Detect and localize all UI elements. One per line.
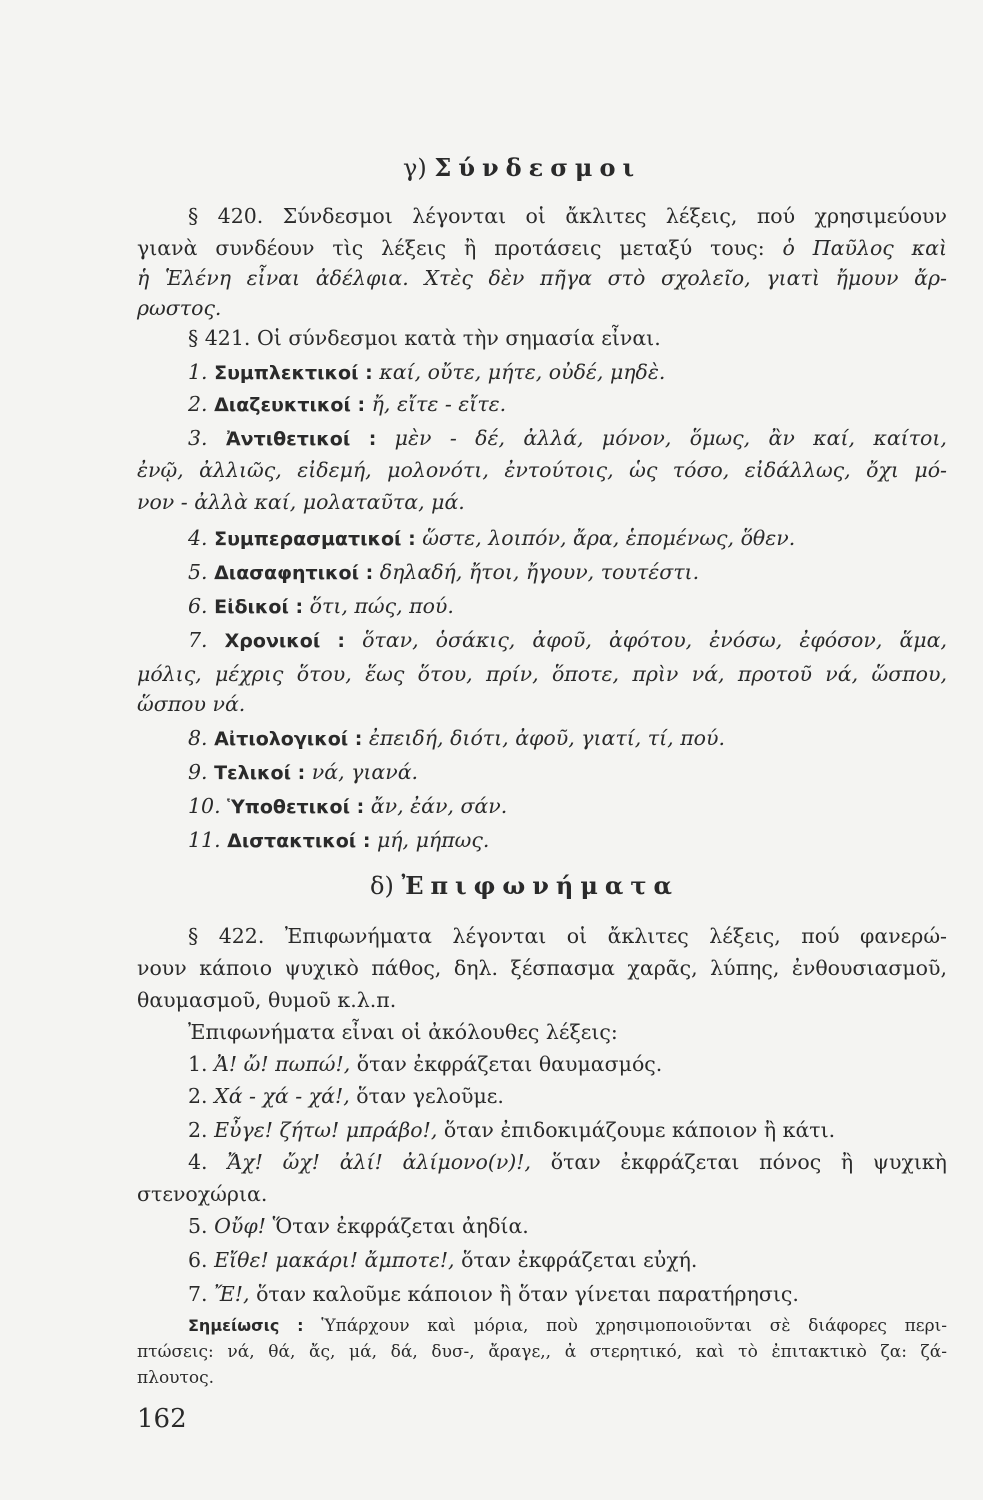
paragraph-422-line-2: νουν κάποιο ψυχικὸ πάθος, δηλ. ξέσπασμα χαρᾶς, λύπης, ἐνθουσιασμοῦ, xyxy=(137,956,947,980)
list-item: 7. Χρονικοί : ὅταν, ὁσάκις, ἀφοῦ, ἀφότου, ἐνόσω, ἐφόσον, ἅμα, xyxy=(188,628,947,652)
list-item: 2. Διαζευκτικοί : ἤ, εἴτε - εἴτε. xyxy=(188,392,507,416)
section-title: Σύνδεσμοι xyxy=(434,153,642,182)
interjections-intro: Ἐπιφωνήματα εἶναι οἱ ἀκόλουθες λέξεις: xyxy=(188,1020,618,1044)
paragraph-422-line-1: § 422. Ἐπιφωνήματα λέγονται οἱ ἄκλιτες λέξεις, πού φανερώ- xyxy=(188,924,947,948)
section-heading-interjections xyxy=(370,872,679,900)
section-label: γ) xyxy=(403,154,427,182)
paragraph-422-line-3: θαυμασμοῦ, θυμοῦ κ.λ.π. xyxy=(137,988,397,1012)
list-item: 2. Χά - χά - χά!, ὅταν γελοῦμε. xyxy=(188,1084,504,1108)
paragraph-420-line-3: ἡ Ἑλένη εἶναι ἀδέλφια. Χτὲς δὲν πῆγα στὸ σχολεῖο, γιατὶ ἤμουν ἄρ- xyxy=(137,266,947,290)
list-item: 8. Αἰτιολογικοί : ἐπειδή, διότι, ἀφοῦ, γιατί, τί, πού. xyxy=(188,726,725,750)
list-item-continuation: ὥσπου νά. xyxy=(137,692,246,716)
list-item-continuation: νον - ἀλλὰ καί, μολαταῦτα, μά. xyxy=(137,490,465,514)
list-item: 2. Εὖγε! ζήτω! μπράβο!, ὅταν ἐπιδοκιμάζουμε κάποιον ἢ κάτι. xyxy=(188,1118,836,1142)
list-item: 6. Εἴθε! μακάρι! ἄμποτε!, ὅταν ἐκφράζεται εὐχή. xyxy=(188,1248,698,1272)
note-line-2: πτώσεις: νά, θά, ἄς, μά, δά, δυσ-, ἄραγε,, ἀ στερητικό, καὶ τὸ ἐπιτακτικὸ ζα: ζά- xyxy=(137,1342,947,1362)
paragraph-421: § 421. Οἱ σύνδεσμοι κατὰ τὴν σημασία εἶναι. xyxy=(188,326,661,350)
section-label: δ) xyxy=(370,872,394,900)
list-item: 4. Συμπερασματικοί : ὥστε, λοιπόν, ἄρα, ἑπομένως, ὅθεν. xyxy=(188,526,796,550)
list-item: 10. Ὑποθετικοί : ἄν, ἐάν, σάν. xyxy=(188,794,508,818)
list-item: 9. Τελικοί : νά, γιανά. xyxy=(188,760,419,784)
page-number: 162 xyxy=(137,1404,187,1434)
list-item: 3. Ἀντιθετικοί : μὲν - δέ, ἀλλά, μόνον, ὅμως, ἂν καί, καίτοι, xyxy=(188,426,947,450)
paragraph-420-line-4: ρωστος. xyxy=(137,296,222,320)
list-item: 4. Ἄχ! ὤχ! ἀλί! ἀλίμονο(ν)!, ὅταν ἐκφράζεται πόνος ἢ ψυχικὴ xyxy=(188,1150,947,1174)
list-item: 11. Διστακτικοί : μή, μήπως. xyxy=(188,828,490,852)
list-item-continuation: στενοχώρια. xyxy=(137,1182,268,1206)
list-item: 1. Ἀ! ὤ! πωπώ!, ὅταν ἐκφράζεται θαυμασμός. xyxy=(188,1052,663,1076)
list-item-continuation: ἐνῷ, ἀλλιῶς, εἰδεμή, μολονότι, ἐντούτοις, ὡς τόσο, εἰδάλλως, ὄχι μό- xyxy=(137,458,947,482)
list-item: 6. Εἰδικοί : ὅτι, πώς, πού. xyxy=(188,594,454,618)
list-item: 1. Συμπλεκτικοί : καί, οὔτε, μήτε, οὐδέ, μηδὲ. xyxy=(188,360,666,384)
list-item: 5. Διασαφητικοί : δηλαδή, ἤτοι, ἤγουν, τουτέστι. xyxy=(188,560,700,584)
paragraph-420-line-1: § 420. Σύνδεσμοι λέγονται οἱ ἄκλιτες λέξεις, πού χρησιμεύουν xyxy=(188,204,947,228)
paragraph-420-line-2: γιανὰ συνδέουν τὶς λέξεις ἢ προτάσεις μεταξύ τους: ὁ Παῦλος καὶ xyxy=(137,236,947,260)
list-item: 7. Ἔ!, ὅταν καλοῦμε κάποιον ἢ ὅταν γίνεται παρατήρησις. xyxy=(188,1282,799,1306)
section-heading-conjunctions xyxy=(403,154,641,182)
list-item-continuation: μόλις, μέχρις ὅτου, ἕως ὅτου, πρίν, ὅποτε, πρὶν νά, προτοῦ νά, ὥσπου, xyxy=(137,662,947,686)
section-title: Ἐπιφωνήματα xyxy=(401,871,679,900)
list-item: 5. Οὔφ! Ὅταν ἐκφράζεται ἀηδία. xyxy=(188,1214,529,1238)
note-line-1: Σημείωσις : Ὑπάρχουν καὶ μόρια, ποὺ χρησιμοποιοῦνται σὲ διάφορες περι- xyxy=(188,1316,947,1336)
note-line-3: πλουτος. xyxy=(137,1368,215,1388)
